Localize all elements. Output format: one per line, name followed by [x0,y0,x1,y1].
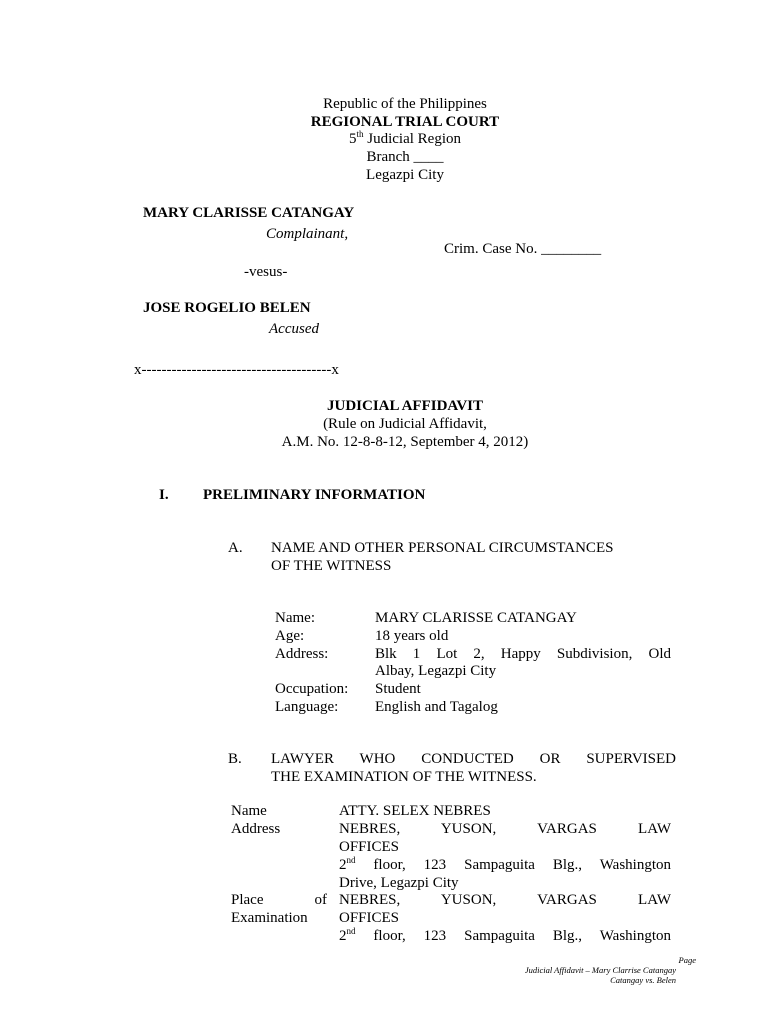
lawyer-address-line4: Drive, Legazpi City [339,875,459,891]
complainant-name: MARY CLARISSE CATANGAY [143,205,355,221]
witness-name-label: Name: [275,610,315,626]
witness-age-value: 18 years old [375,628,449,644]
section-a-heading-line1: NAME AND OTHER PERSONAL CIRCUMSTANCES [271,540,614,556]
section-b-letter: B. [228,751,242,767]
branch-line: Branch ____ [366,149,444,165]
place-line3: 2nd floor, 123 Sampaguita Blg., Washington [339,926,671,944]
judicial-region: 5th Judicial Region [348,129,461,147]
accused-role: Accused [269,321,319,337]
witness-language-label: Language: [275,699,339,715]
republic-line: Republic of the Philippines [323,96,487,112]
section-i-label: PRELIMINARY INFORMATION [203,487,426,503]
witness-name-value: MARY CLARISSE CATANGAY [375,610,577,626]
witness-language-value: English and Tagalog [375,699,498,715]
section-a-heading-line2: OF THE WITNESS [271,558,392,574]
document-title: JUDICIAL AFFIDAVIT [326,398,483,414]
court-name: REGIONAL TRIAL COURT [310,114,500,130]
witness-occupation-label: Occupation: [275,681,349,697]
place-label-line1: Place of [231,892,327,908]
place-line2: OFFICES [339,910,400,926]
accused-name: JOSE ROGELIO BELEN [143,300,311,316]
lawyer-address-line3: 2nd floor, 123 Sampaguita Blg., Washington [339,855,671,873]
city-line: Legazpi City [366,167,444,183]
section-b-heading-line1: LAWYER WHO CONDUCTED OR SUPERVISED [271,751,676,767]
case-number: Crim. Case No. ________ [444,241,602,257]
lawyer-address-line1: NEBRES, YUSON, VARGAS LAW [339,821,671,837]
footer-case: Catangay vs. Belen [610,975,676,985]
place-line1: NEBRES, YUSON, VARGAS LAW [339,892,671,908]
title-rule-line: (Rule on Judicial Affidavit, [323,416,487,432]
lawyer-address-label: Address [231,821,281,837]
section-a-letter: A. [228,540,243,556]
place-label-line2: Examination [231,910,308,926]
witness-occupation-value: Student [375,681,421,697]
title-am-line: A.M. No. 12-8-8-12, September 4, 2012) [281,434,529,450]
versus-line: -vesus- [244,264,288,280]
footer-page: Page [678,955,696,965]
complainant-role: Complainant, [266,226,349,242]
footer-title: Judicial Affidavit – Mary Clarrise Catangay [524,965,676,975]
witness-age-label: Age: [275,628,305,644]
section-i-number: I. [159,487,169,503]
witness-address-label: Address: [275,646,329,662]
witness-address-value-line1: Blk 1 Lot 2, Happy Subdivision, Old [375,646,671,662]
witness-address-value-line2: Albay, Legazpi City [375,663,497,679]
lawyer-address-line2: OFFICES [339,839,400,855]
lawyer-name-label: Name [231,803,267,819]
lawyer-name-value: ATTY. SELEX NEBRES [339,803,491,819]
caption-separator: x--------------------------------------x [134,362,339,378]
section-b-heading-line2: THE EXAMINATION OF THE WITNESS. [271,769,537,785]
